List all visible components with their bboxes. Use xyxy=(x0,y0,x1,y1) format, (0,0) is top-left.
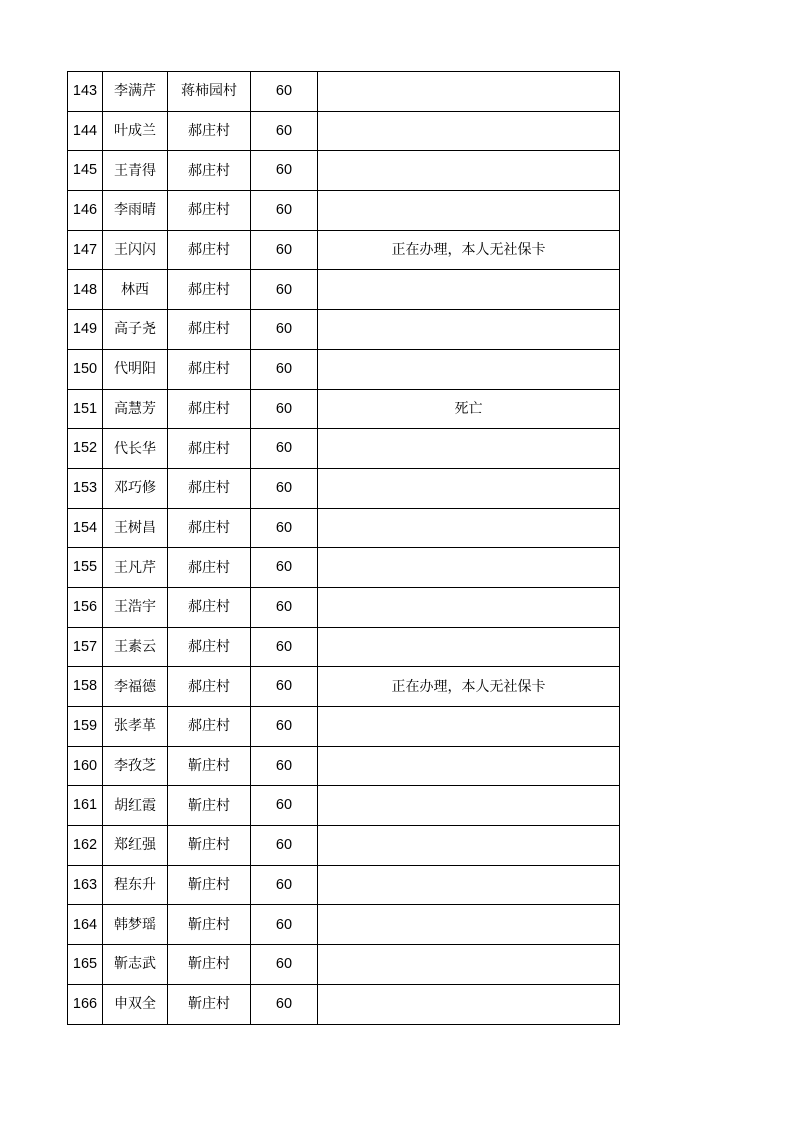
amount-cell: 60 xyxy=(251,468,318,508)
row-index-cell: 146 xyxy=(68,191,103,231)
table-row xyxy=(68,865,620,905)
row-index-cell: 154 xyxy=(68,508,103,548)
amount-cell: 60 xyxy=(251,587,318,627)
amount-cell: 60 xyxy=(251,984,318,1024)
note-cell: 正在办理，本人无社保卡 xyxy=(318,667,620,707)
village-cell: 郝庄村 xyxy=(168,707,251,747)
row-index-cell: 156 xyxy=(68,587,103,627)
note-cell xyxy=(318,468,620,508)
name-cell: 李福德 xyxy=(103,667,168,707)
table-row xyxy=(68,389,620,429)
name-cell: 王树昌 xyxy=(103,508,168,548)
amount-cell: 60 xyxy=(251,627,318,667)
name-cell: 邓巧修 xyxy=(103,468,168,508)
village-cell: 蒋柿园村 xyxy=(168,72,251,112)
table-row xyxy=(68,72,620,112)
row-index-cell: 148 xyxy=(68,270,103,310)
amount-cell: 60 xyxy=(251,945,318,985)
name-cell: 叶成兰 xyxy=(103,111,168,151)
note-cell xyxy=(318,151,620,191)
note-cell xyxy=(318,905,620,945)
row-index-cell: 165 xyxy=(68,945,103,985)
village-cell: 郝庄村 xyxy=(168,587,251,627)
note-cell xyxy=(318,429,620,469)
row-index-cell: 162 xyxy=(68,826,103,866)
name-cell: 郑红强 xyxy=(103,826,168,866)
row-index-cell: 150 xyxy=(68,349,103,389)
name-cell: 代明阳 xyxy=(103,349,168,389)
row-index-cell: 143 xyxy=(68,72,103,112)
note-cell: 死亡 xyxy=(318,389,620,429)
roster-body xyxy=(68,72,620,1025)
amount-cell: 60 xyxy=(251,905,318,945)
table-row xyxy=(68,270,620,310)
name-cell: 申双全 xyxy=(103,984,168,1024)
amount-cell: 60 xyxy=(251,310,318,350)
amount-cell: 60 xyxy=(251,429,318,469)
amount-cell: 60 xyxy=(251,191,318,231)
amount-cell: 60 xyxy=(251,111,318,151)
name-cell: 李雨晴 xyxy=(103,191,168,231)
amount-cell: 60 xyxy=(251,151,318,191)
row-index-cell: 147 xyxy=(68,230,103,270)
name-cell: 王闪闪 xyxy=(103,230,168,270)
table-row xyxy=(68,548,620,588)
roster-table xyxy=(67,71,620,1025)
table-row xyxy=(68,349,620,389)
village-cell: 郝庄村 xyxy=(168,310,251,350)
row-index-cell: 152 xyxy=(68,429,103,469)
row-index-cell: 153 xyxy=(68,468,103,508)
note-cell: 正在办理，本人无社保卡 xyxy=(318,230,620,270)
row-index-cell: 160 xyxy=(68,746,103,786)
table-row xyxy=(68,508,620,548)
table-row xyxy=(68,945,620,985)
table-row xyxy=(68,191,620,231)
village-cell: 靳庄村 xyxy=(168,984,251,1024)
amount-cell: 60 xyxy=(251,548,318,588)
village-cell: 郝庄村 xyxy=(168,468,251,508)
table-row xyxy=(68,230,620,270)
amount-cell: 60 xyxy=(251,72,318,112)
note-cell xyxy=(318,627,620,667)
note-cell xyxy=(318,746,620,786)
note-cell xyxy=(318,191,620,231)
village-cell: 靳庄村 xyxy=(168,786,251,826)
name-cell: 李满芹 xyxy=(103,72,168,112)
name-cell: 李孜芝 xyxy=(103,746,168,786)
row-index-cell: 144 xyxy=(68,111,103,151)
note-cell xyxy=(318,508,620,548)
amount-cell: 60 xyxy=(251,270,318,310)
village-cell: 郝庄村 xyxy=(168,111,251,151)
table-row xyxy=(68,746,620,786)
village-cell: 郝庄村 xyxy=(168,349,251,389)
table-row xyxy=(68,627,620,667)
row-index-cell: 145 xyxy=(68,151,103,191)
name-cell: 靳志武 xyxy=(103,945,168,985)
note-cell xyxy=(318,707,620,747)
amount-cell: 60 xyxy=(251,826,318,866)
amount-cell: 60 xyxy=(251,389,318,429)
name-cell: 林西 xyxy=(103,270,168,310)
note-cell xyxy=(318,548,620,588)
name-cell: 王素云 xyxy=(103,627,168,667)
name-cell: 程东升 xyxy=(103,865,168,905)
row-index-cell: 159 xyxy=(68,707,103,747)
note-cell xyxy=(318,786,620,826)
village-cell: 靳庄村 xyxy=(168,945,251,985)
village-cell: 郝庄村 xyxy=(168,230,251,270)
note-cell xyxy=(318,587,620,627)
village-cell: 靳庄村 xyxy=(168,865,251,905)
village-cell: 郝庄村 xyxy=(168,389,251,429)
village-cell: 郝庄村 xyxy=(168,270,251,310)
note-cell xyxy=(318,349,620,389)
table-row xyxy=(68,429,620,469)
amount-cell: 60 xyxy=(251,667,318,707)
amount-cell: 60 xyxy=(251,230,318,270)
amount-cell: 60 xyxy=(251,349,318,389)
note-cell xyxy=(318,310,620,350)
row-index-cell: 155 xyxy=(68,548,103,588)
row-index-cell: 166 xyxy=(68,984,103,1024)
table-row xyxy=(68,786,620,826)
village-cell: 郝庄村 xyxy=(168,627,251,667)
amount-cell: 60 xyxy=(251,746,318,786)
note-cell xyxy=(318,865,620,905)
table-row xyxy=(68,707,620,747)
village-cell: 靳庄村 xyxy=(168,905,251,945)
row-index-cell: 164 xyxy=(68,905,103,945)
name-cell: 韩梦瑶 xyxy=(103,905,168,945)
village-cell: 郝庄村 xyxy=(168,151,251,191)
row-index-cell: 161 xyxy=(68,786,103,826)
table-row xyxy=(68,667,620,707)
note-cell xyxy=(318,111,620,151)
table-row xyxy=(68,905,620,945)
amount-cell: 60 xyxy=(251,786,318,826)
table-row xyxy=(68,984,620,1024)
name-cell: 王凡芹 xyxy=(103,548,168,588)
amount-cell: 60 xyxy=(251,707,318,747)
row-index-cell: 158 xyxy=(68,667,103,707)
village-cell: 靳庄村 xyxy=(168,826,251,866)
amount-cell: 60 xyxy=(251,865,318,905)
note-cell xyxy=(318,72,620,112)
name-cell: 高子尧 xyxy=(103,310,168,350)
note-cell xyxy=(318,826,620,866)
amount-cell: 60 xyxy=(251,508,318,548)
name-cell: 胡红霞 xyxy=(103,786,168,826)
village-cell: 郝庄村 xyxy=(168,429,251,469)
table-row xyxy=(68,468,620,508)
name-cell: 王浩宇 xyxy=(103,587,168,627)
row-index-cell: 151 xyxy=(68,389,103,429)
table-row xyxy=(68,151,620,191)
village-cell: 郝庄村 xyxy=(168,667,251,707)
village-cell: 郝庄村 xyxy=(168,191,251,231)
row-index-cell: 149 xyxy=(68,310,103,350)
note-cell xyxy=(318,984,620,1024)
note-cell xyxy=(318,945,620,985)
village-cell: 靳庄村 xyxy=(168,746,251,786)
table-row xyxy=(68,587,620,627)
name-cell: 高慧芳 xyxy=(103,389,168,429)
table-row xyxy=(68,826,620,866)
note-cell xyxy=(318,270,620,310)
row-index-cell: 163 xyxy=(68,865,103,905)
name-cell: 王青得 xyxy=(103,151,168,191)
table-row xyxy=(68,310,620,350)
village-cell: 郝庄村 xyxy=(168,548,251,588)
name-cell: 张孝革 xyxy=(103,707,168,747)
name-cell: 代长华 xyxy=(103,429,168,469)
row-index-cell: 157 xyxy=(68,627,103,667)
village-cell: 郝庄村 xyxy=(168,508,251,548)
table-row xyxy=(68,111,620,151)
